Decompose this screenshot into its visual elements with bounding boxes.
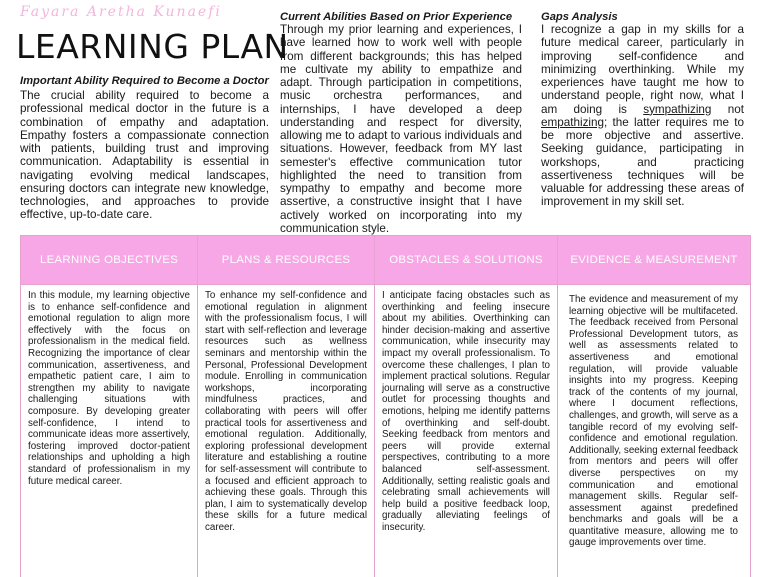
important-ability-heading: Important Ability Required to Become a Doctor xyxy=(20,75,269,87)
gaps-analysis-heading: Gaps Analysis xyxy=(541,11,618,23)
obstacles-solutions-text: I anticipate facing obstacles such as overthinking and feeling insecure about my abilities. Overthinking can hinder decision-making and assertive communication, while insecurity may impact my overall professionalism. To overcome these challenges, I plan to implement practical solutions. Regular journaling will serve as a constructive outlet for processing thoughts and emotions, helping me identify patterns of overthinking and self-doubt. Seeking feedback from mentors and peers will provide external perspectives, contributing to a more balanced self-assessment. Additionally, setting realistic goals and celebrating small achievements will help build a positive feedback loop, gradually alleviating feelings of insecurity. xyxy=(382,290,550,533)
header-evidence-measurement: EVIDENCE & MEASUREMENT xyxy=(558,236,751,285)
header-obstacles-solutions: OBSTACLES & SOLUTIONS xyxy=(375,236,558,285)
cell-obstacles-solutions xyxy=(375,285,558,577)
author-name: Fayara Aretha Kunaefi xyxy=(20,4,222,20)
page-title: LEARNING PLAN xyxy=(16,27,289,66)
gaps-analysis-text xyxy=(541,23,744,209)
gaps-text-start: I recognize a gap in my skills for a future medical career, particularly in improving self-confidence and minimizing overthinking. While my experiences have taught me how to understand people, right now, what I am doing is xyxy=(541,23,744,116)
cell-learning-objectives xyxy=(21,285,198,577)
current-abilities-text: Through my prior learning and experiences, I have learned how to work well with people from different backgrounds; this has helped me cultivate my ability to empathize and adapt. Through participation in competitions, music orchestra performances, and internships, I have developed a deep understanding and respect for diversity, allowing me to adapt to various individuals and situations. However, feedback from MY last semester's effective communication tutor highlighted the need to transition from sympathy to empathy and become more assertive, a constructive insight that I have actively worked on incorporating into my communication style. xyxy=(280,23,522,235)
gaps-text-end: ; the latter requires me to be more objective and assertive. Seeking guidance, participating in workshops, and practicing assertiveness techniques will be valuable for addressing these areas of improvement in my skill set. xyxy=(541,115,744,209)
evidence-measurement-text: The evidence and measurement of my learning objective will be multifaceted. The feedback received from Personal Professional Development tutors, as well as assessments related to assertiveness and emotional regulation, will provide valuable insights into my progress. Keeping track of the contents of my journal, where I document reflections, challenges, and growth, will serve as a tangible record of my evolving self-confidence and emotional regulation. Additionally, seeking external feedback from mentors and peers will offer diverse perspectives on my communication and emotional management skills. Regular self-assessment against predefined benchmarks and goals will be a quantitative measure, allowing me to gauge improvements over time. xyxy=(569,294,738,549)
cell-evidence-measurement xyxy=(558,285,751,577)
empathizing-word: empathizing xyxy=(541,115,605,129)
important-ability-text: The crucial ability required to become a professional medical doctor in the future is a combination of empathy and adaptation. Empathy fosters a compassionate connection with patients, building trust and improving communication. Adaptability is essential in navigating evolving medical landscapes, ensuring doctors can integrate new knowledge, technologies, and approaches to provide effective, up-to-date care. xyxy=(20,89,269,222)
sympathizing-word: sympathizing xyxy=(643,102,712,116)
plans-resources-text: To enhance my self-confidence and emotional regulation in alignment with the professionalism focus, I will start with self-reflection and leverage resources such as wellness seminars and mentorship within the Personal, Professional Development module. Enrolling in communication workshops, incorporating mindfulness practices, and collaborating with peers will offer practical tools for assertiveness and emotional regulation. Additionally, exploring professional development literature and establishing a routine for self-assessment will contribute to a focused and efficient approach to achieving these goals. Through this plan, I aim to systematically develop these skills for a future medical career. xyxy=(205,290,367,533)
learning-objectives-text: In this module, my learning objective is to enhance self-confidence and emotional regulation to align more effectively with the focus on professionalism in the medical field. Recognizing the importance of clear communication, assertiveness, and empathetic patient care, I aim to strengthen my ability to navigate challenging situations with composure. By developing greater self-confidence, I intend to communicate ideas more assertively, fostering improved doctor-patient relationships and upholding a high standard of professionalism in my future medical career. xyxy=(28,290,190,487)
current-abilities-heading: Current Abilities Based on Prior Experience xyxy=(280,11,513,23)
cell-plans-resources xyxy=(198,285,375,577)
gaps-text-mid: not xyxy=(711,102,744,116)
header-learning-objectives: LEARNING OBJECTIVES xyxy=(21,236,198,285)
learning-plan-table xyxy=(20,235,751,577)
header-plans-resources: PLANS & RESOURCES xyxy=(198,236,375,285)
